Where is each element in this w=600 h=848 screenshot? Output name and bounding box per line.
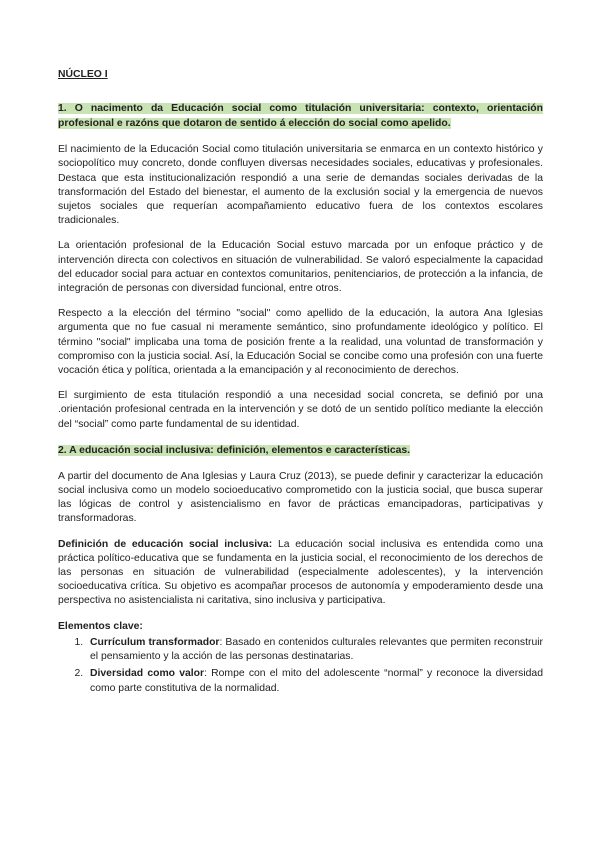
definition-paragraph — [58, 538, 543, 609]
section-2-title-text: 2. A educación social inclusiva: definición, elementos e características. — [58, 444, 411, 456]
list-item-label: Diversidad como valor — [90, 668, 205, 680]
section-1-title-text: 1. O nacimento da Educación social como titulación universitaria: contexto, orientación profesional e razóns que dotaron de sentido á elección do social como apelido. — [58, 103, 543, 130]
section-1-paragraph-4: El surgimiento de esta titulación respondió a una necesidad social concreta, se definió por una .orientación profesional centrada en la intervención y se dotó de un sentido político mediante la elección del “social” como parte fundamental de su identidad. — [58, 390, 543, 430]
key-elements-title: Elementos clave: — [58, 620, 143, 632]
core-heading: NÚCLEO I — [58, 69, 108, 80]
list-item — [86, 636, 543, 664]
section-1-paragraph-2: La orientación profesional de la Educación Social estuvo marcada por un enfoque práctico y de intervención directa con colectivos en situación de vulnerabilidad. Se valoró especialmente la capacidad del educador social para actuar en contextos comunitarios, penitenciarios, de protección a la infancia, de integración de personas con diversidad funcional, entre otros. — [58, 240, 543, 295]
section-2-paragraph-1: A partir del documento de Ana Iglesias y Laura Cruz (2013), se puede definir y caracterizar la educación social inclusiva como un modelo socioeducativo comprometido con la justicia social, que busca superar las lógicas de control y asistencialismo en favor de prácticas emancipadoras, participativas y transformadoras. — [58, 470, 543, 525]
definition-text: La educación social inclusiva es entendida como una práctica político-educativa que se fundamenta en la justicia social, el reconocimiento de los derechos de las personas en situación de vulnerabilidad (especialmente adolescentes), y la intervención socioeducativa crítica. Su objetivo es acompañar procesos de autonomía y empoderamiento desde una perspectiva no asistencialista ni caritativa, sino inclusiva y participativa. — [58, 538, 543, 607]
section-1-paragraph-1: El nacimiento de la Educación Social como titulación universitaria se enmarca en un contexto histórico y sociopolítico muy concreto, donde confluyen diversas necesidades sociales, educativas y profesionales. Destaca que esta institucionalización respondió a una serie de demandas sociales derivadas de la transformación del Estado del bienestar, el aumento de la exclusión social y la emergencia de nuevos sujetos sociales que requerían acompañamiento educativo fuera de los contextos escolares tradicionales. — [58, 144, 543, 227]
section-2-title — [58, 443, 543, 458]
list-item-text: : Rompe con el mito del adolescente “normal” y reconoce la diversidad como parte constitutiva de la normalidad. — [90, 668, 543, 694]
list-item-text: : Basado en contenidos culturales relevantes que permiten reconstruir el pensamiento y la acción de las personas destinatarias. — [90, 636, 543, 663]
definition-label: Definición de educación social inclusiva: — [58, 538, 273, 550]
list-item — [86, 667, 543, 695]
section-1-title — [58, 101, 543, 131]
document-page — [58, 68, 543, 699]
key-elements-list — [58, 636, 543, 696]
list-item-label: Currículum transformador — [90, 636, 220, 648]
section-1-paragraph-3: Respecto a la elección del término "social" como apellido de la educación, la autora Ana Iglesias argumenta que no fue casual ni meramente semántico, sino profundamente ideológico y político. El término "social" implicaba una toma de posición frente a la realidad, una voluntad de transformación y compromiso con la justicia social. Así, la Educación Social se concibe como una profesión con una fuerte vocación ética y política, orientada a la emancipación y al reconocimiento de derechos. — [58, 308, 543, 377]
